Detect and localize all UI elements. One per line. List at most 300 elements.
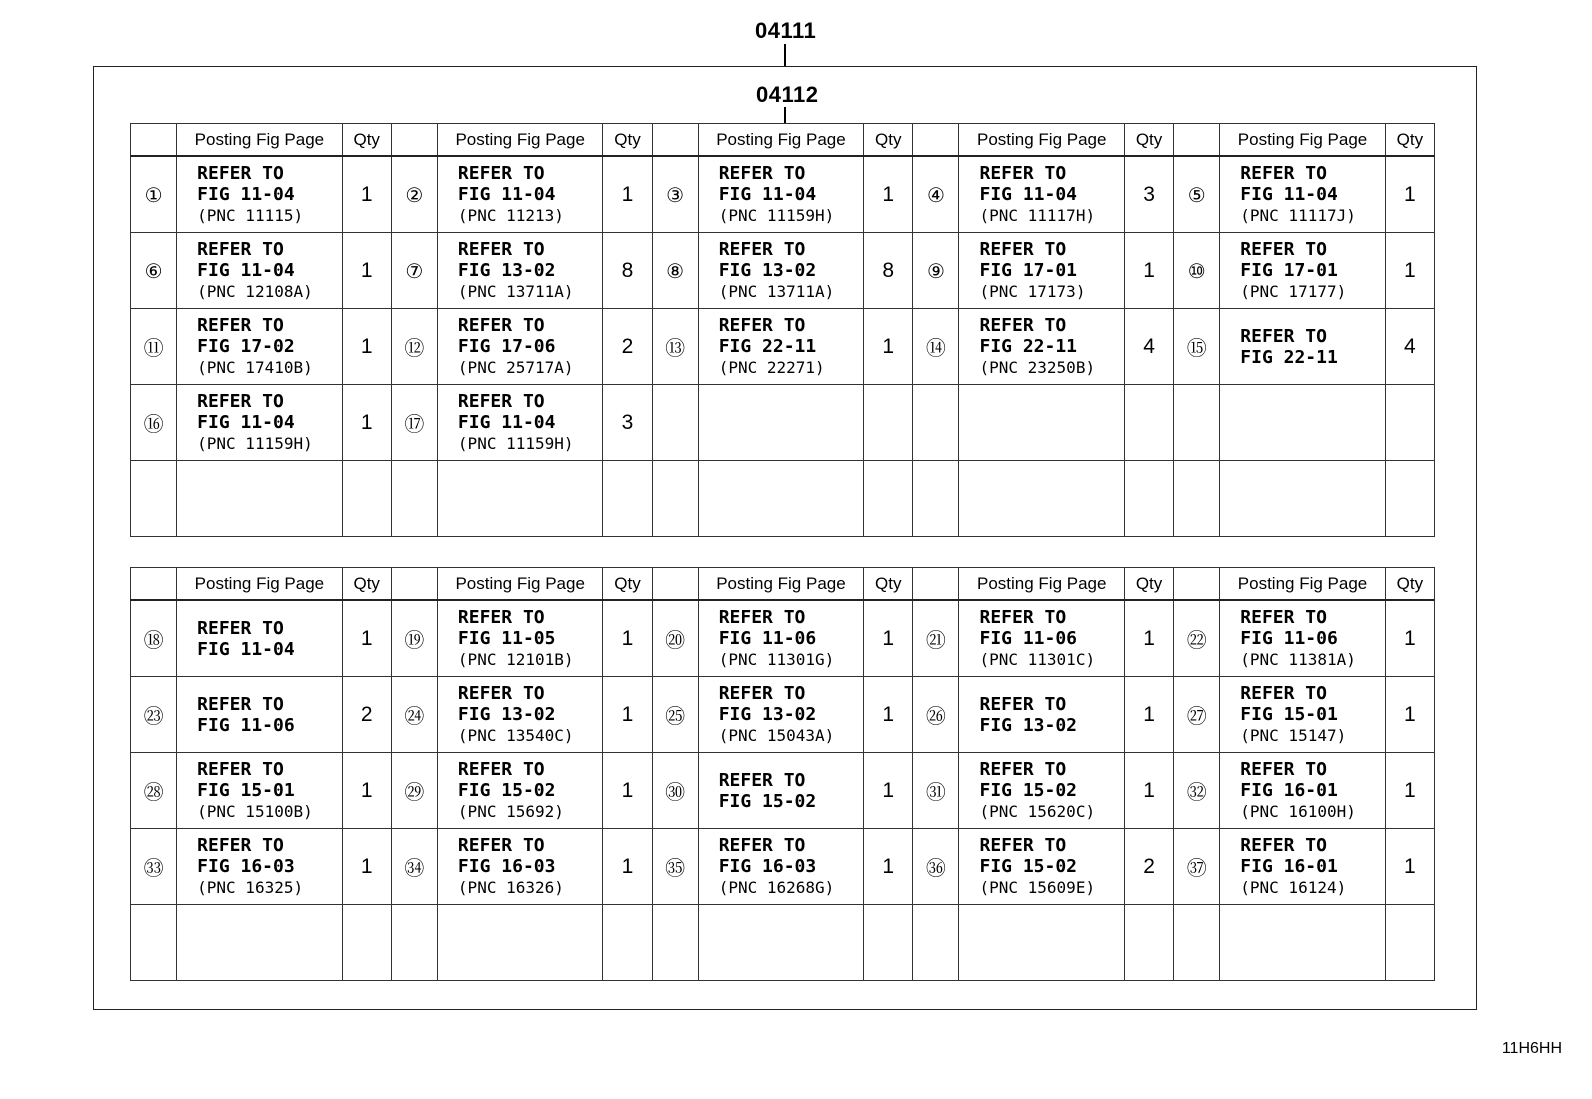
header-posting-fig-page: Posting Fig Page [177,124,343,157]
pnc-text: (PNC 11213) [457,206,564,225]
fig-page-text: FIG 16-03 [457,856,556,877]
item-number [131,905,177,981]
qty-value: 1 [603,600,652,677]
item-number: ㊱ [913,829,959,905]
refer-to-text: REFER TO [979,835,1067,856]
assembly-label-outer: 04111 [755,18,817,43]
item-number [1174,385,1220,461]
item-number: ㉕ [652,677,698,753]
reference-cell [698,385,864,461]
reference-cell [959,600,1125,677]
qty-value [1124,905,1173,981]
item-number: ⑬ [652,309,698,385]
qty-value: 1 [1385,233,1434,309]
pnc-text: (PNC 11115) [197,206,304,225]
header-blank-cell [913,124,959,157]
item-number: ⑩ [1174,233,1220,309]
reference-cell [437,677,603,753]
reference-cell [177,677,343,753]
header-row [131,568,1435,601]
qty-value: 2 [1124,829,1173,905]
header-qty: Qty [864,568,913,601]
qty-value [864,905,913,981]
reference-cell [698,156,864,233]
fig-page-text: FIG 11-04 [718,184,817,205]
table-row [131,156,1435,233]
qty-value [603,461,652,537]
reference-cell [698,753,864,829]
refer-to-text: REFER TO [979,607,1067,628]
pnc-text: (PNC 11301C) [979,650,1096,669]
item-number [652,385,698,461]
fig-page-text: FIG 16-01 [1240,780,1338,801]
item-number [652,461,698,537]
fig-page-text: FIG 22-11 [979,336,1078,357]
figure-code: 11H6HH [1501,1040,1562,1057]
item-number: ⑫ [391,309,437,385]
qty-value: 1 [342,385,391,461]
fig-page-text: FIG 13-02 [718,260,817,281]
reference-cell [1220,461,1386,537]
qty-value [1124,385,1173,461]
header-qty: Qty [342,568,391,601]
item-number: ⑧ [652,233,698,309]
qty-value: 1 [1385,677,1434,753]
reference-cell [698,677,864,753]
reference-cell [959,156,1125,233]
fig-page-text: FIG 13-02 [979,714,1078,736]
pnc-text: (PNC 16326) [457,878,564,897]
header-posting-fig-page: Posting Fig Page [437,124,603,157]
refer-to-text: REFER TO [457,391,545,412]
fig-page-text: FIG 17-06 [457,336,556,357]
qty-value [342,461,391,537]
item-number: ⑥ [131,233,177,309]
reference-cell [177,753,343,829]
item-number: ㉔ [391,677,437,753]
item-number: ⑦ [391,233,437,309]
header-posting-fig-page: Posting Fig Page [959,124,1125,157]
refer-to-text: REFER TO [1240,759,1327,780]
pnc-text: (PNC 11159H) [718,206,835,225]
fig-page-text: FIG 11-04 [457,412,556,433]
pnc-text: (PNC 22271) [718,358,825,377]
qty-value: 1 [864,753,913,829]
refer-to-text: REFER TO [197,163,284,184]
reference-cell [1220,156,1386,233]
item-number: ⑨ [913,233,959,309]
fig-page-text: FIG 15-01 [1240,704,1338,725]
refer-to-text: REFER TO [457,759,545,780]
header-row [131,124,1435,157]
fig-page-text: FIG 11-06 [718,628,817,649]
refer-to-text: REFER TO [718,835,806,856]
reference-cell [959,385,1125,461]
qty-value: 1 [1385,600,1434,677]
refer-to-text: REFER TO [1240,607,1327,628]
reference-cell [437,309,603,385]
pnc-text: (PNC 15620C) [979,802,1096,821]
reference-cell [698,309,864,385]
qty-value: 2 [342,677,391,753]
header-blank-cell [913,568,959,601]
pnc-text: (PNC 11381A) [1240,650,1356,669]
item-number [131,461,177,537]
refer-to-text: REFER TO [718,607,806,628]
reference-cell [698,233,864,309]
item-number: ㉑ [913,600,959,677]
fig-page-text: FIG 13-02 [457,704,556,725]
table-row [131,600,1435,677]
pnc-text: (PNC 11159H) [457,434,574,453]
item-number: ⑰ [391,385,437,461]
header-blank-cell [652,568,698,601]
qty-value: 2 [603,309,652,385]
item-number: ㉓ [131,677,177,753]
refer-to-text: REFER TO [457,683,545,704]
table-row [131,905,1435,981]
qty-value: 1 [1124,677,1173,753]
reference-cell [1220,385,1386,461]
pnc-text: (PNC 15043A) [718,726,835,745]
pnc-text: (PNC 17173) [979,282,1086,301]
refer-to-text: REFER TO [979,315,1067,336]
header-qty: Qty [1385,124,1434,157]
qty-value: 1 [1385,156,1434,233]
fig-page-text: FIG 17-02 [197,336,295,357]
header-posting-fig-page: Posting Fig Page [959,568,1125,601]
item-number: ㉜ [1174,753,1220,829]
pnc-text: (PNC 15100B) [197,802,313,821]
refer-to-text: REFER TO [979,239,1067,260]
qty-value: 1 [1385,753,1434,829]
qty-value: 1 [342,309,391,385]
refer-to-text: REFER TO [1240,325,1327,347]
header-blank-cell [652,124,698,157]
refer-to-text: REFER TO [197,759,284,780]
table-row [131,461,1435,537]
item-number: ㉖ [913,677,959,753]
reference-cell [437,385,603,461]
item-number: ㉛ [913,753,959,829]
reference-cell [437,600,603,677]
fig-page-text: FIG 11-04 [1240,184,1338,205]
header-posting-fig-page: Posting Fig Page [177,568,343,601]
qty-value: 1 [1124,753,1173,829]
pnc-text: (PNC 16325) [197,878,304,897]
item-number: ① [131,156,177,233]
pnc-text: (PNC 12108A) [197,282,313,301]
leader-line-outer [784,44,786,66]
item-number [391,461,437,537]
qty-value [1385,461,1434,537]
pnc-text: (PNC 11117J) [1240,206,1356,225]
reference-cell [437,829,603,905]
header-qty: Qty [603,124,652,157]
reference-cell [1220,829,1386,905]
header-qty: Qty [1124,568,1173,601]
pnc-text: (PNC 25717A) [457,358,574,377]
reference-cell [1220,600,1386,677]
reference-cell [177,829,343,905]
refer-to-text: REFER TO [197,391,284,412]
header-qty: Qty [1385,568,1434,601]
pnc-text: (PNC 15147) [1240,726,1347,745]
qty-value [864,461,913,537]
item-number: ⑱ [131,600,177,677]
reference-cell [698,461,864,537]
fig-page-text: FIG 13-02 [457,260,556,281]
fig-page-text: FIG 13-02 [718,704,817,725]
reference-cell [437,233,603,309]
header-posting-fig-page: Posting Fig Page [698,124,864,157]
table-row [131,753,1435,829]
reference-cell [959,677,1125,753]
refer-to-text: REFER TO [197,693,284,715]
qty-value [1385,385,1434,461]
header-blank-cell [1174,568,1220,601]
reference-cell [1220,309,1386,385]
item-number [652,905,698,981]
qty-value: 1 [342,600,391,677]
pnc-text: (PNC 13540C) [457,726,574,745]
pnc-text: (PNC 11301G) [718,650,835,669]
refer-to-text: REFER TO [197,835,284,856]
qty-value: 1 [342,829,391,905]
header-qty: Qty [342,124,391,157]
header-posting-fig-page: Posting Fig Page [1220,568,1386,601]
refer-to-text: REFER TO [1240,835,1327,856]
pnc-text: (PNC 23250B) [979,358,1096,377]
refer-to-text: REFER TO [979,163,1067,184]
qty-value [1385,905,1434,981]
qty-value: 1 [603,829,652,905]
item-number [1174,461,1220,537]
refer-to-text: REFER TO [1240,239,1327,260]
reference-cell [698,905,864,981]
item-number: ⑲ [391,600,437,677]
table-row [131,233,1435,309]
item-number: ㉝ [131,829,177,905]
qty-value: 4 [1124,309,1173,385]
qty-value: 1 [342,753,391,829]
item-number: ② [391,156,437,233]
fig-page-text: FIG 16-03 [718,856,817,877]
reference-cell [177,461,343,537]
refer-to-text: REFER TO [197,315,284,336]
reference-cell [959,905,1125,981]
refer-to-text: REFER TO [457,239,545,260]
item-number: ㉞ [391,829,437,905]
fig-page-text: FIG 11-06 [1240,628,1338,649]
fig-page-text: FIG 11-05 [457,628,556,649]
fig-page-text: FIG 11-04 [197,638,295,660]
parts-reference-table-1 [130,123,1435,537]
qty-value [1124,461,1173,537]
fig-page-text: FIG 11-06 [197,714,295,736]
header-qty: Qty [603,568,652,601]
reference-cell [698,600,864,677]
reference-cell [177,600,343,677]
fig-page-text: FIG 15-01 [197,780,295,801]
refer-to-text: REFER TO [457,163,545,184]
header-blank-cell [391,124,437,157]
header-blank-cell [1174,124,1220,157]
reference-cell [437,753,603,829]
pnc-text: (PNC 16100H) [1240,802,1356,821]
reference-cell [437,461,603,537]
reference-cell [177,385,343,461]
item-number: ⑭ [913,309,959,385]
qty-value: 1 [864,829,913,905]
item-number [391,905,437,981]
parts-reference-table-2 [130,567,1435,981]
header-blank-cell [391,568,437,601]
qty-value: 1 [864,156,913,233]
qty-value: 1 [603,677,652,753]
pnc-text: (PNC 12101B) [457,650,574,669]
item-number: ⑳ [652,600,698,677]
reference-cell [698,829,864,905]
qty-value: 1 [603,156,652,233]
header-posting-fig-page: Posting Fig Page [698,568,864,601]
item-number [913,905,959,981]
item-number: ㉟ [652,829,698,905]
item-number: ③ [652,156,698,233]
refer-to-text: REFER TO [197,239,284,260]
header-blank-cell [131,568,177,601]
item-number: ㊲ [1174,829,1220,905]
reference-cell [959,753,1125,829]
qty-value: 8 [603,233,652,309]
refer-to-text: REFER TO [718,315,806,336]
qty-value: 1 [603,753,652,829]
qty-value: 1 [1124,233,1173,309]
qty-value: 1 [864,677,913,753]
reference-cell [959,233,1125,309]
fig-page-text: FIG 11-04 [457,184,556,205]
fig-page-text: FIG 11-06 [979,628,1078,649]
pnc-text: (PNC 15692) [457,802,564,821]
fig-page-text: FIG 17-01 [1240,260,1338,281]
refer-to-text: REFER TO [197,617,284,639]
fig-page-text: FIG 16-03 [197,856,295,877]
reference-cell [959,829,1125,905]
qty-value: 8 [864,233,913,309]
fig-page-text: FIG 11-04 [197,184,295,205]
reference-cell [437,905,603,981]
item-number: ㉚ [652,753,698,829]
table-row [131,829,1435,905]
pnc-text: (PNC 16268G) [718,878,835,897]
reference-cell [1220,905,1386,981]
leader-line-inner [784,107,786,123]
header-posting-fig-page: Posting Fig Page [437,568,603,601]
item-number: ⑮ [1174,309,1220,385]
refer-to-text: REFER TO [457,835,545,856]
item-number: ㉘ [131,753,177,829]
reference-cell [1220,677,1386,753]
item-number: ④ [913,156,959,233]
reference-cell [1220,233,1386,309]
qty-value [864,385,913,461]
reference-cell [959,309,1125,385]
table-row [131,385,1435,461]
refer-to-text: REFER TO [718,683,806,704]
refer-to-text: REFER TO [457,315,545,336]
qty-value: 1 [1124,600,1173,677]
qty-value: 4 [1385,309,1434,385]
refer-to-text: REFER TO [457,607,545,628]
fig-page-text: FIG 15-02 [979,856,1078,877]
qty-value [603,905,652,981]
item-number: ⑪ [131,309,177,385]
fig-page-text: FIG 15-02 [979,780,1078,801]
refer-to-text: REFER TO [718,239,806,260]
fig-page-text: FIG 11-04 [979,184,1078,205]
item-number [913,385,959,461]
qty-value: 1 [342,233,391,309]
qty-value: 3 [1124,156,1173,233]
reference-cell [177,156,343,233]
fig-page-text: FIG 15-02 [718,790,817,812]
qty-value: 1 [1385,829,1434,905]
item-number [913,461,959,537]
header-qty: Qty [1124,124,1173,157]
reference-cell [1220,753,1386,829]
reference-cell [177,309,343,385]
qty-value: 3 [603,385,652,461]
qty-value: 1 [864,600,913,677]
refer-to-text: REFER TO [718,163,806,184]
fig-page-text: FIG 22-11 [718,336,817,357]
header-posting-fig-page: Posting Fig Page [1220,124,1386,157]
pnc-text: (PNC 15609E) [979,878,1096,897]
qty-value: 1 [864,309,913,385]
pnc-text: (PNC 11159H) [197,434,313,453]
refer-to-text: REFER TO [979,693,1067,715]
item-number: ㉙ [391,753,437,829]
reference-cell [177,905,343,981]
header-blank-cell [131,124,177,157]
fig-page-text: FIG 22-11 [1240,346,1338,368]
pnc-text: (PNC 16124) [1240,878,1347,897]
item-number [1174,905,1220,981]
fig-page-text: FIG 15-02 [457,780,556,801]
pnc-text: (PNC 13711A) [457,282,574,301]
item-number: ㉗ [1174,677,1220,753]
fig-page-text: FIG 17-01 [979,260,1078,281]
refer-to-text: REFER TO [979,759,1067,780]
pnc-text: (PNC 17177) [1240,282,1347,301]
header-qty: Qty [864,124,913,157]
refer-to-text: REFER TO [1240,683,1327,704]
refer-to-text: REFER TO [1240,163,1327,184]
reference-cell [437,156,603,233]
qty-value: 1 [342,156,391,233]
item-number: ⑤ [1174,156,1220,233]
reference-cell [177,233,343,309]
reference-cell [959,461,1125,537]
table-row [131,309,1435,385]
pnc-text: (PNC 17410B) [197,358,313,377]
refer-to-text: REFER TO [718,769,806,791]
fig-page-text: FIG 16-01 [1240,856,1338,877]
item-number: ㉒ [1174,600,1220,677]
pnc-text: (PNC 11117H) [979,206,1096,225]
table-row [131,677,1435,753]
fig-page-text: FIG 11-04 [197,260,295,281]
